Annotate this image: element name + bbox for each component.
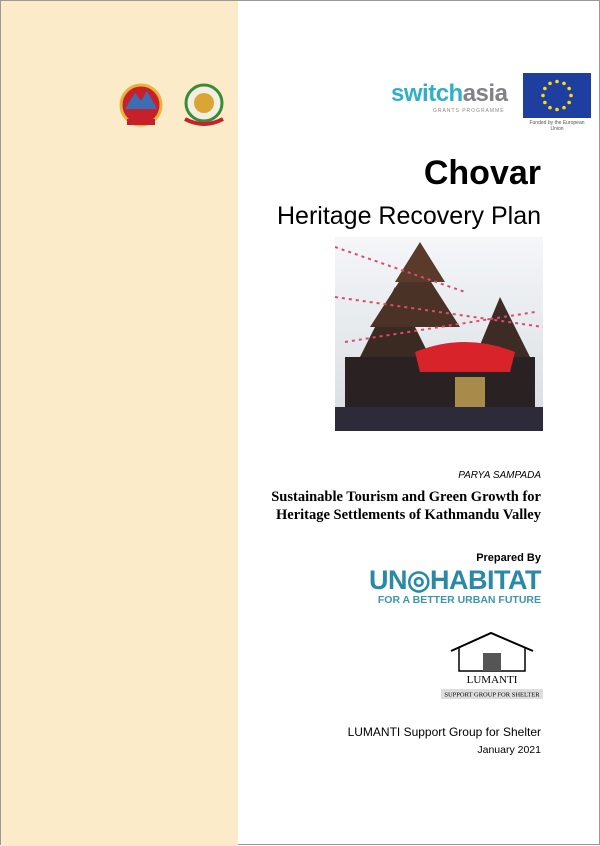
- eu-star: [548, 106, 552, 110]
- eu-star: [562, 106, 566, 110]
- lumanti-logo-text: LUMANTI: [466, 674, 518, 686]
- document-title: Chovar: [423, 154, 541, 192]
- organization-name: LUMANTI Support Group for Shelter: [347, 725, 541, 739]
- lumanti-house-logo: [441, 629, 543, 701]
- eu-flag-icon: [523, 73, 591, 118]
- switchasia-logo: [391, 81, 507, 107]
- lumanti-logo-subtext: SUPPORT GROUP FOR SHELTER: [444, 691, 540, 699]
- nepal-emblem-icon: [121, 85, 161, 125]
- document-subtitle: Heritage Recovery Plan: [276, 202, 541, 230]
- unhabitat-logo: UN◎HABITAT: [368, 565, 541, 595]
- eu-star: [567, 101, 571, 105]
- eu-star: [555, 108, 559, 112]
- eu-star: [569, 94, 573, 98]
- eu-funded-label: Funded by the European Union: [529, 120, 585, 132]
- project-description-line-2: Heritage Settlements of Kathmandu Valley: [275, 507, 541, 523]
- publication-date: January 2021: [477, 744, 541, 756]
- project-description: [271, 488, 541, 524]
- switchasia-logo-part: t: [428, 80, 436, 107]
- switchasia-logo-part: swi: [391, 80, 429, 107]
- eu-star: [543, 87, 547, 91]
- eu-star: [555, 80, 559, 84]
- eu-star: [548, 82, 552, 86]
- chovar-temple-photo: [335, 237, 543, 431]
- switchasia-logo-part: ch: [435, 80, 463, 107]
- project-description-line-1: Sustainable Tourism and Green Growth for: [271, 489, 541, 505]
- prepared-by-label: Prepared By: [476, 552, 541, 564]
- project-name: PARYA SAMPADA: [458, 470, 541, 481]
- eu-star: [567, 87, 571, 91]
- nepal-government-emblems: [113, 81, 238, 131]
- switchasia-logo-part: asia: [462, 80, 508, 107]
- eu-star: [543, 101, 547, 105]
- ministry-seal-icon: [185, 85, 223, 124]
- unhabitat-tagline: FOR A BETTER URBAN FUTURE: [377, 594, 541, 606]
- eu-star: [562, 82, 566, 86]
- switchasia-subtitle: GRANTS PROGRAMME: [433, 108, 505, 114]
- eu-star: [541, 94, 545, 98]
